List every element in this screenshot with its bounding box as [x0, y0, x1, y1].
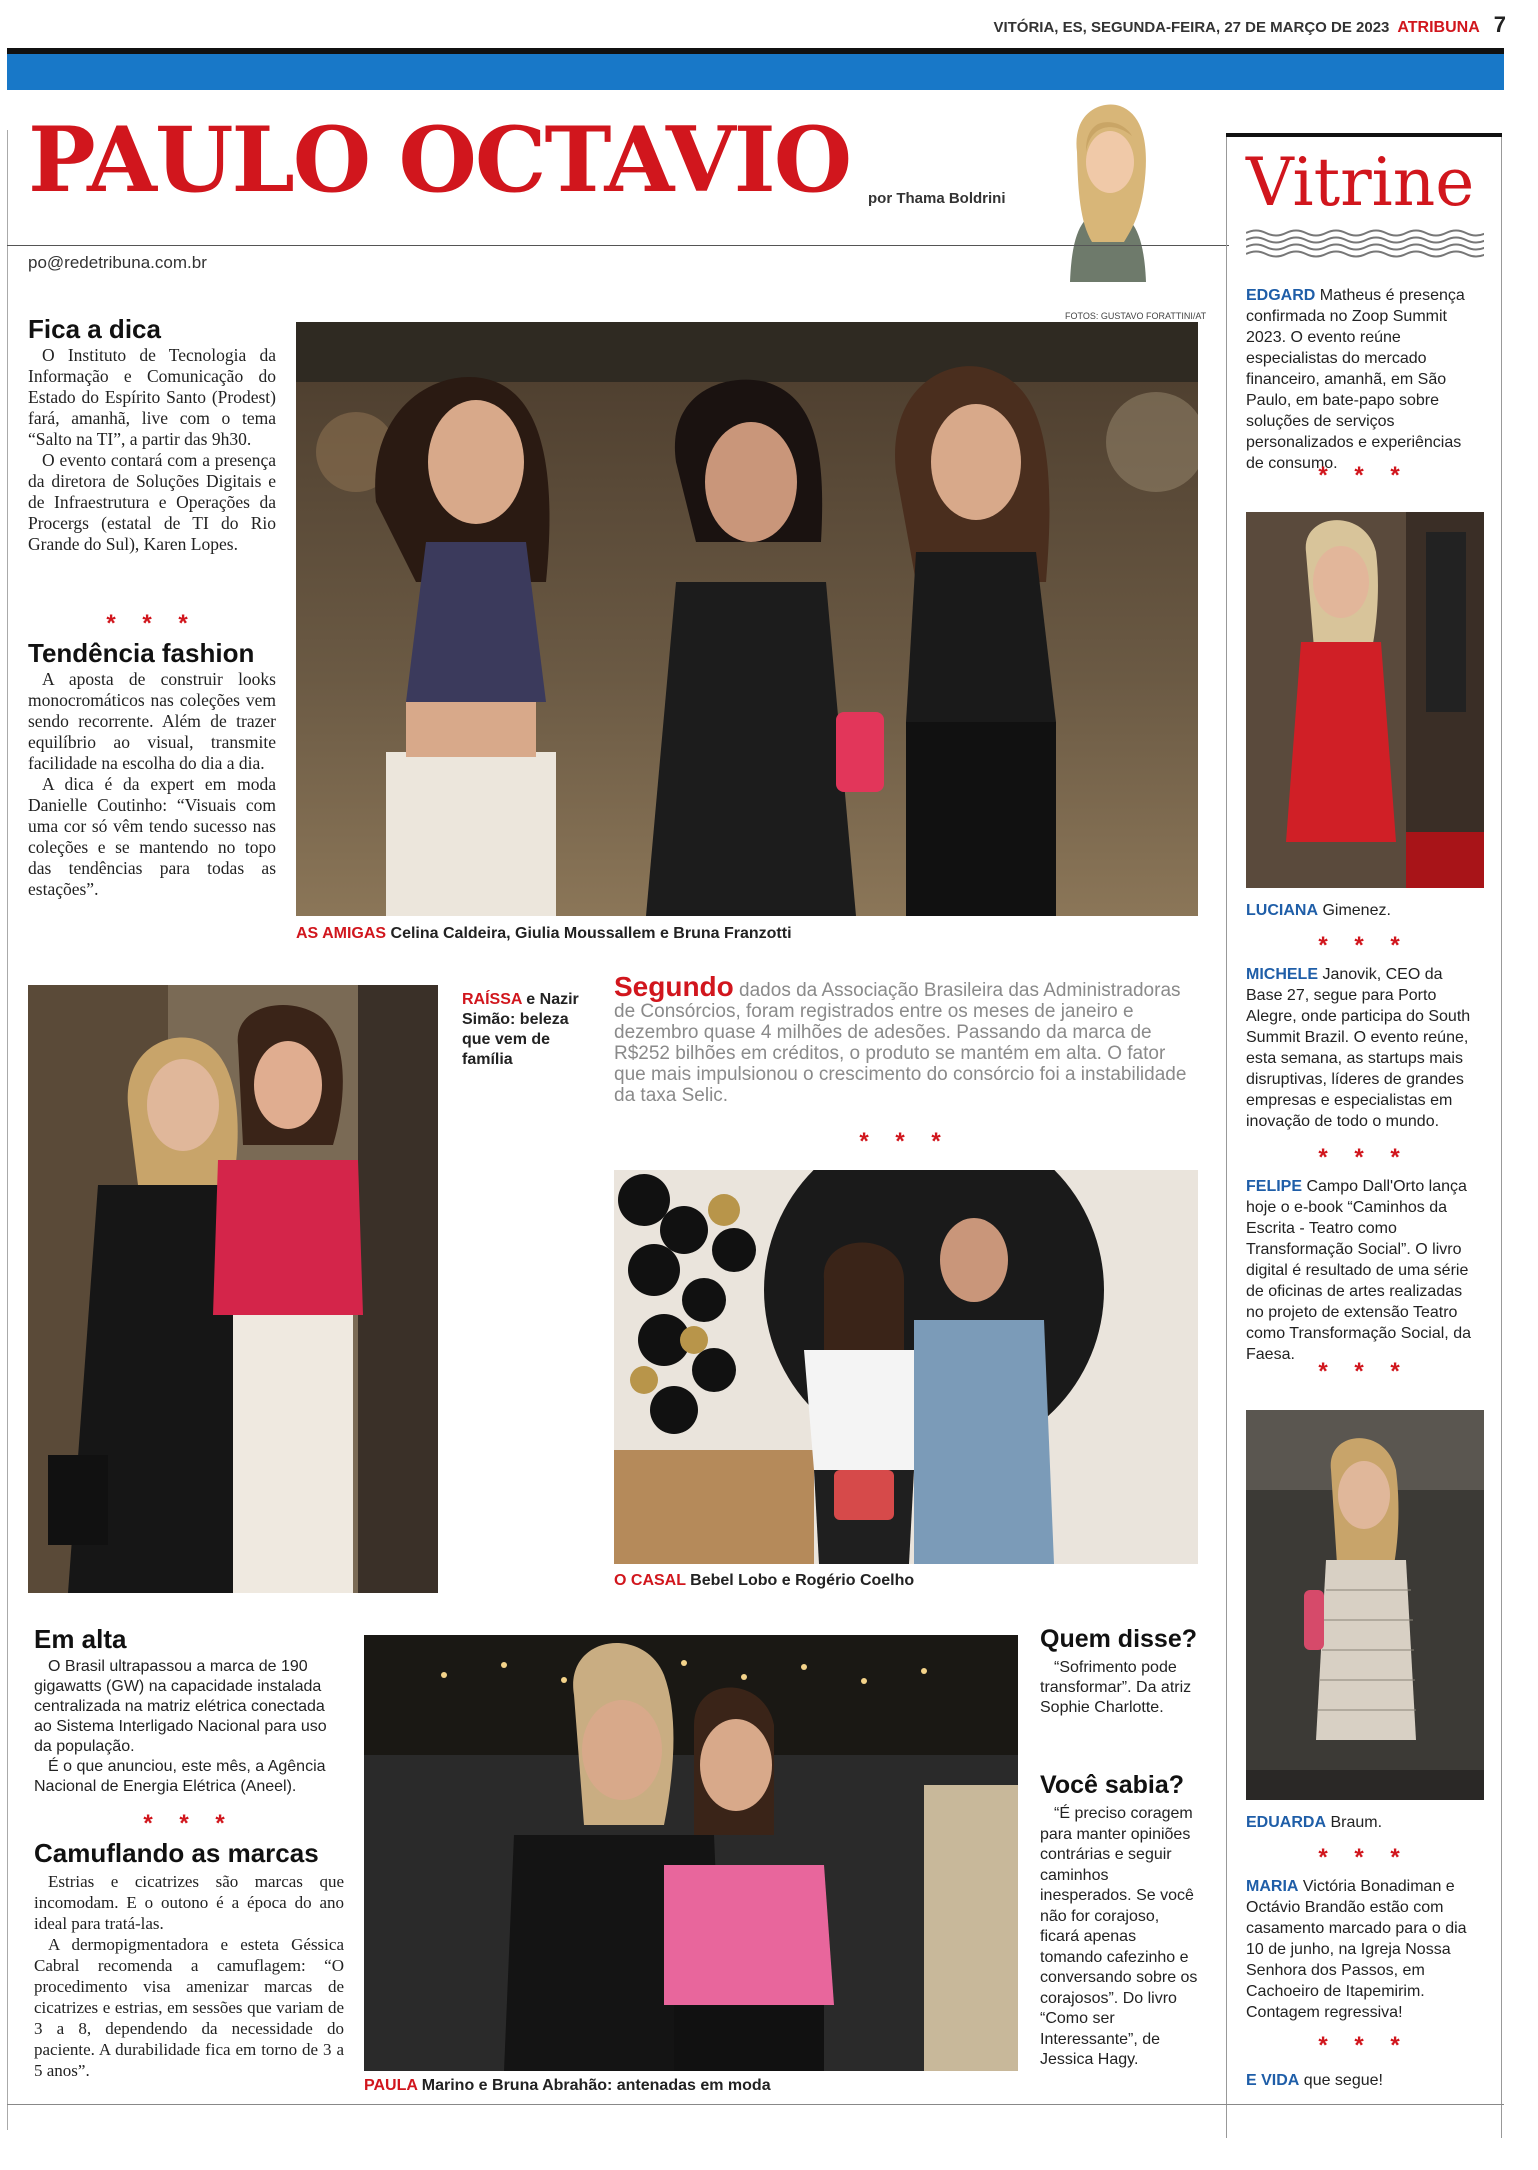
paragraph: O Instituto de Tecnologia da Informação e Comunicação do Estado do Espírito Santo (Prodest) fará, amanhã, live com o tema “Salto na TI”, a partir das 9h30.: [28, 345, 276, 450]
segundo-lead: Segundo: [614, 971, 734, 1002]
vitrine-note-vida: [1246, 2070, 1482, 2091]
left-margin-rule: [7, 130, 8, 2130]
vitrine-note-maria: [1246, 1876, 1482, 2023]
photo-casal: [614, 1170, 1198, 1564]
paragraph: É o que anunciou, este mês, a Agência Nacional de Energia Elétrica (Aneel).: [34, 1758, 326, 1796]
caption-amigas: [296, 925, 792, 943]
vitrine-note-felipe: [1246, 1176, 1482, 1365]
article-body: [34, 1871, 344, 2081]
caption-text: e Nazir Simão: beleza que vem de família: [462, 991, 579, 1068]
paragraph: A dica é da expert em moda Danielle Coutinho: “Visuais com uma cor só vêm tendo sucesso nas coleções e se mantendo no topo das tendências para todas as estações”.: [28, 774, 276, 900]
photo-amigas: [296, 322, 1198, 916]
note-keyword: E VIDA: [1246, 2072, 1300, 2089]
article-voce-sabia: [1040, 1772, 1200, 2071]
photo-eduarda: [1246, 1410, 1484, 1800]
article-tendencia: [28, 640, 276, 900]
section-separator: * * *: [1318, 1144, 1410, 1171]
article-title: Tendência fashion: [28, 638, 255, 668]
paragraph: O evento contará com a presença da diretora de Soluções Digitais e de Infraestrutura e Operações da Procergs (estatal de TI do Rio Grande do Sul), Karen Lopes.: [28, 450, 276, 555]
section-separator: * * *: [1318, 932, 1410, 959]
paragraph: A aposta de construir looks monocromáticos nas coleções vem sendo recorrente. Além de trazer equilíbrio ao visual, transmite facilidade na escolha do dia a dia.: [28, 669, 276, 774]
article-fica-a-dica: [28, 316, 276, 555]
note-keyword: MICHELE: [1246, 966, 1318, 983]
top-color-bar: [7, 54, 1504, 90]
caption-keyword: RAÍSSA: [462, 991, 522, 1008]
note-text: que segue!: [1299, 2072, 1383, 2089]
note-text: Victória Bonadiman e Octávio Brandão estão com casamento marcado para o dia 10 de junho, na Igreja Nossa Senhora dos Passos, em Cachoeiro de Itapemirim. Contagem regressiva!: [1246, 1878, 1467, 2021]
vitrine-top-rule: [1226, 133, 1502, 137]
note-text: Matheus é presença confirmada no Zoop Summit 2023. O evento reúne especialistas do mercado financeiro, amanhã, em São Paulo, em bate-papo sobre soluções de serviços personalizados e experiências de consumo.: [1246, 287, 1465, 472]
vitrine-title: Vitrine: [1246, 144, 1475, 221]
segundo-text: dados da Associação Brasileira das Administradoras de Consórcios, foram registrados entre os meses de janeiro e dezembro quase 4 milhões de adesões. Passando da marca de R$252 bilhões em créditos, o produto se mantém em alta. O fator que mais impulsionou o crescimento do consórcio foi a instabilidade da taxa Selic.: [614, 980, 1187, 1106]
note-keyword: LUCIANA: [1246, 902, 1318, 919]
note-keyword: EDUARDA: [1246, 1814, 1326, 1831]
note-text: Braum.: [1326, 1814, 1383, 1831]
section-separator: * * *: [1318, 1844, 1410, 1871]
caption-raissa: [462, 990, 592, 1070]
photo-raissa-nazir: [28, 985, 438, 1593]
article-title: Em alta: [34, 1624, 127, 1654]
photo-credit: FOTOS: GUSTAVO FORATTINI/AT: [1065, 311, 1207, 321]
note-text: Gimenez.: [1318, 902, 1391, 919]
note-keyword: FELIPE: [1246, 1178, 1303, 1195]
article-title: Fica a dica: [28, 314, 161, 344]
section-separator: * * *: [1318, 462, 1410, 489]
dateline-text: VITÓRIA, ES, SEGUNDA-FEIRA, 27 DE MARÇO DE 2023: [993, 19, 1390, 36]
article-body: “Sofrimento pode transformar”. Da atriz Sophie Charlotte.: [1040, 1659, 1192, 1717]
article-body: “É preciso coragem para manter opiniões contrárias e seguir caminhos inesperados. Se você não for corajoso, ficará apenas tomando cafezinho e conversando sobre os corajosos”. Do livro “Como ser Interessante”, de Jessica Hagy.: [1040, 1805, 1198, 2069]
vitrine-caption-eduarda: [1246, 1812, 1482, 1833]
column-email: po@redetribuna.com.br: [28, 253, 207, 272]
vitrine-wave-ornament: [1246, 228, 1484, 258]
columnist-photo: [1032, 92, 1182, 282]
caption-keyword: AS AMIGAS: [296, 925, 387, 942]
page-number: 7: [1493, 12, 1506, 37]
byline: por Thama Boldrini: [868, 190, 1006, 207]
vitrine-note-edgard: [1246, 285, 1482, 474]
dateline: [993, 12, 1506, 38]
photo-luciana: [1246, 512, 1484, 888]
caption-paula: [364, 2077, 771, 2095]
section-separator: * * *: [106, 610, 198, 637]
section-separator: * * *: [1318, 2032, 1410, 2059]
vitrine-caption-luciana: [1246, 900, 1482, 921]
brand-logo: ATRIBUNA: [1397, 19, 1480, 36]
caption-text: Bebel Lobo e Rogério Coelho: [685, 1572, 915, 1589]
article-title: Você sabia?: [1040, 1771, 1185, 1799]
column-title: PAULO OCTAVIO: [28, 107, 851, 213]
article-body: [28, 345, 276, 555]
caption-keyword: PAULA: [364, 2077, 418, 2094]
caption-text: Marino e Bruna Abrahão: antenadas em moda: [417, 2077, 771, 2094]
caption-casal: [614, 1572, 914, 1590]
paragraph: O Brasil ultrapassou a marca de 190 gigawatts (GW) na capacidade instalada centralizada na matriz elétrica conectada ao Sistema Interligado Nacional para uso da população.: [34, 1658, 327, 1756]
article-body: [28, 669, 276, 900]
paragraph: Estrias e cicatrizes são marcas que incomodam. E o outono é a época do ano ideal para tratá-las.: [34, 1872, 344, 1934]
caption-keyword: O CASAL: [614, 1572, 686, 1589]
section-separator: * * *: [143, 1810, 235, 1837]
bottom-rule: [7, 2104, 1504, 2105]
section-separator: * * *: [1318, 1358, 1410, 1385]
note-keyword: MARIA: [1246, 1878, 1299, 1895]
caption-text: Celina Caldeira, Giulia Moussallem e Bruna Franzotti: [386, 925, 792, 942]
note-text: Janovik, CEO da Base 27, segue para Porto Alegre, onde participa do South Summit Brazil. O evento reúne, esta semana, as startups mais disruptivas, líderes de grandes empresas e especialistas em inovação de todo o mundo.: [1246, 966, 1471, 1130]
article-body: [34, 1657, 344, 1797]
article-quem-disse: [1040, 1626, 1200, 1718]
paragraph: A dermopigmentadora e esteta Géssica Cabral recomenda a camuflagem: “O procedimento visa amenizar marcas de cicatrizes e estrias, em sessões que variam de 3 a 8, dependendo da necessidade do paciente. A durabilidade fica em torno de 3 a 5 anos”.: [34, 1935, 344, 2081]
photo-paula-bruna: [364, 1635, 1018, 2071]
note-text: Campo Dall'Orto lança hoje o e-book “Caminhos da Escrita - Teatro como Transformação Social”. O livro digital é resultado de uma série de oficinas de artes realizadas no projeto de extensão Teatro como Transformação Social, da Faesa.: [1246, 1178, 1471, 1363]
title-rule: [7, 245, 1229, 246]
article-title: Camuflando as marcas: [34, 1838, 319, 1868]
section-separator: * * *: [859, 1128, 951, 1155]
article-title: Quem disse?: [1040, 1625, 1197, 1653]
note-keyword: EDGARD: [1246, 287, 1316, 304]
article-em-alta: [34, 1626, 344, 1797]
article-camuflando: [34, 1840, 344, 2081]
vitrine-note-michele: [1246, 964, 1482, 1132]
article-segundo: [614, 971, 1196, 1106]
